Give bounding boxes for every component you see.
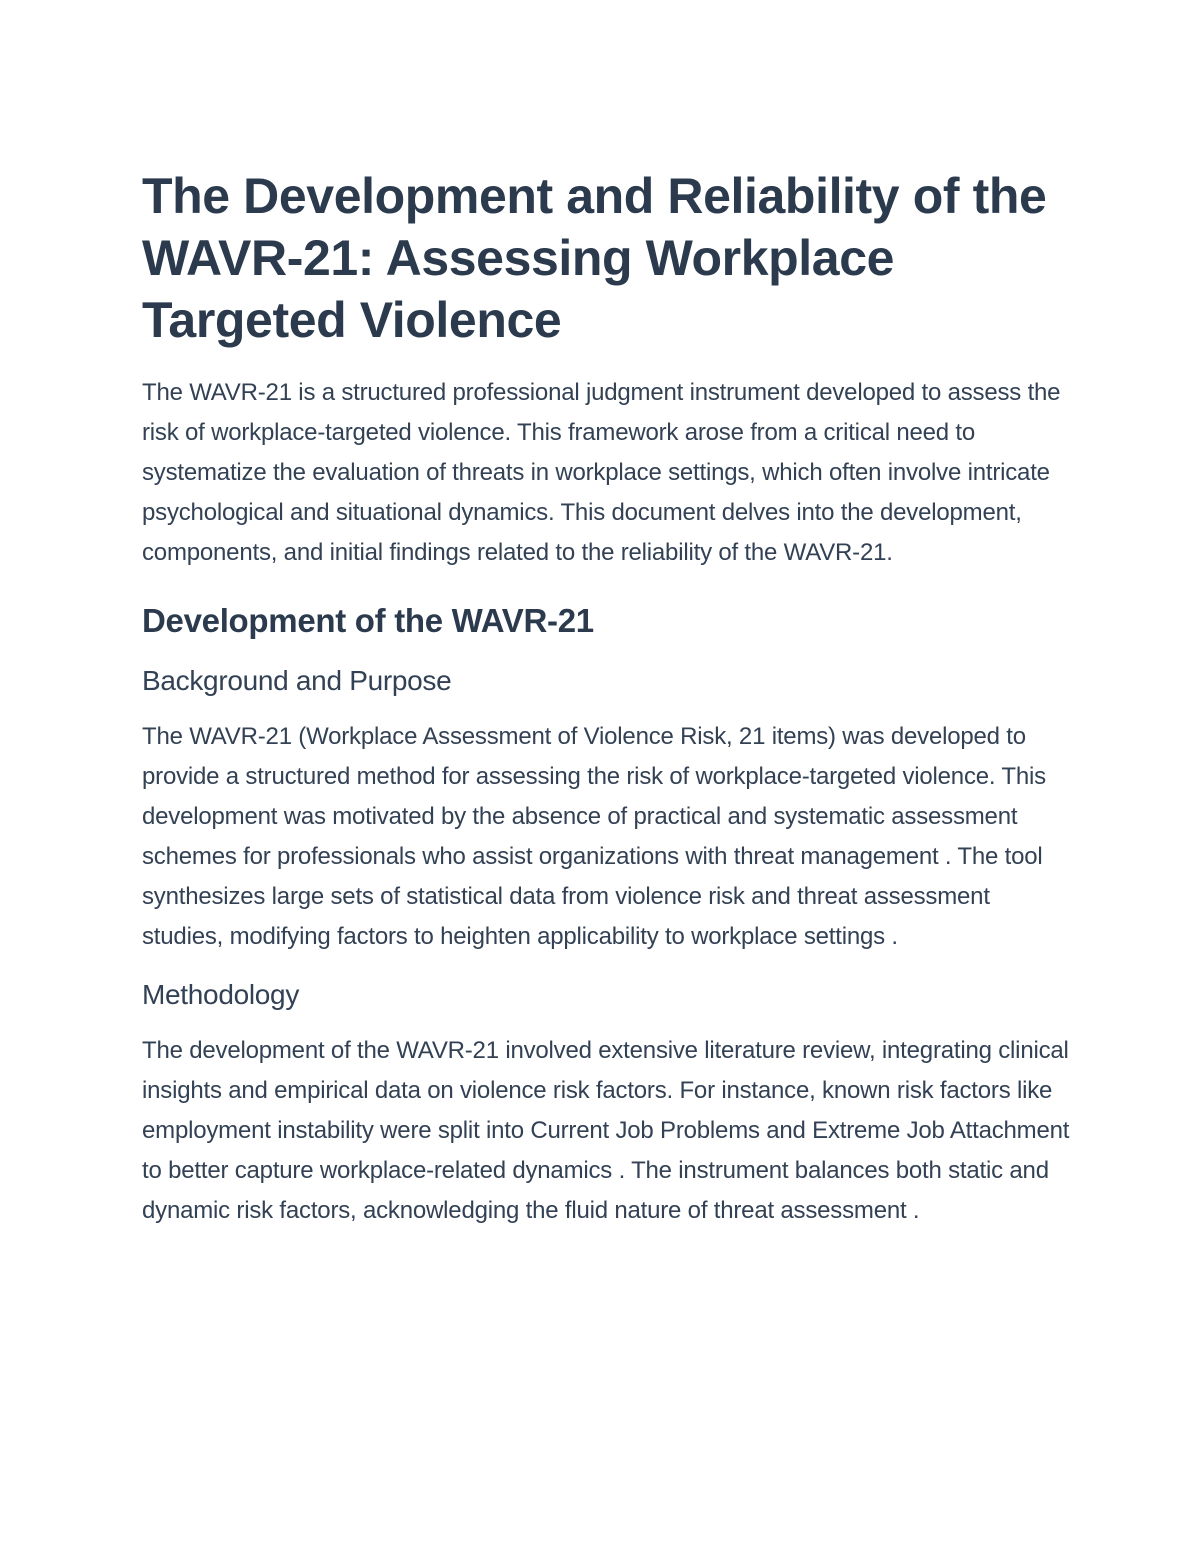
subsection-heading-background: Background and Purpose [142,665,452,696]
section-heading-development: Development of the WAVR-21 [142,602,594,639]
intro-paragraph: The WAVR-21 is a structured professional judgment instrument developed to assess the risk of workplace-targeted violence. This framework arose from a critical need to systematize the evaluation of threats in workplace settings, which often involve intricate psychological and situational dynamics. This document delves into the development, components, and initial findings related to the reliability of the WAVR-21. [142,379,1061,566]
background-paragraph: The WAVR-21 (Workplace Assessment of Violence Risk, 21 items) was developed to provide a structured method for assessing the risk of workplace-targeted violence. This development was motivated by the absence of practical and systematic assessment schemes for professionals who assist organizations with threat management . The tool synthesizes large sets of statistical data from violence risk and threat assessment studies, modifying factors to heighten applicability to workplace settings . [142,723,1046,950]
subsection-heading-methodology: Methodology [142,979,300,1010]
document-title: The Development and Reliability of the WAVR-21: Assessing Workplace Targeted Violence [142,168,1047,348]
methodology-paragraph: The development of the WAVR-21 involved extensive literature review, integrating clinical insights and empirical data on violence risk factors. For instance, known risk factors like employment instability were split into Current Job Problems and Extreme Job Attachment to better capture workplace-related dynamics . The instrument balances both static and dynamic risk factors, acknowledging the fluid nature of threat assessment . [142,1037,1070,1224]
document-content [142,165,1072,1231]
